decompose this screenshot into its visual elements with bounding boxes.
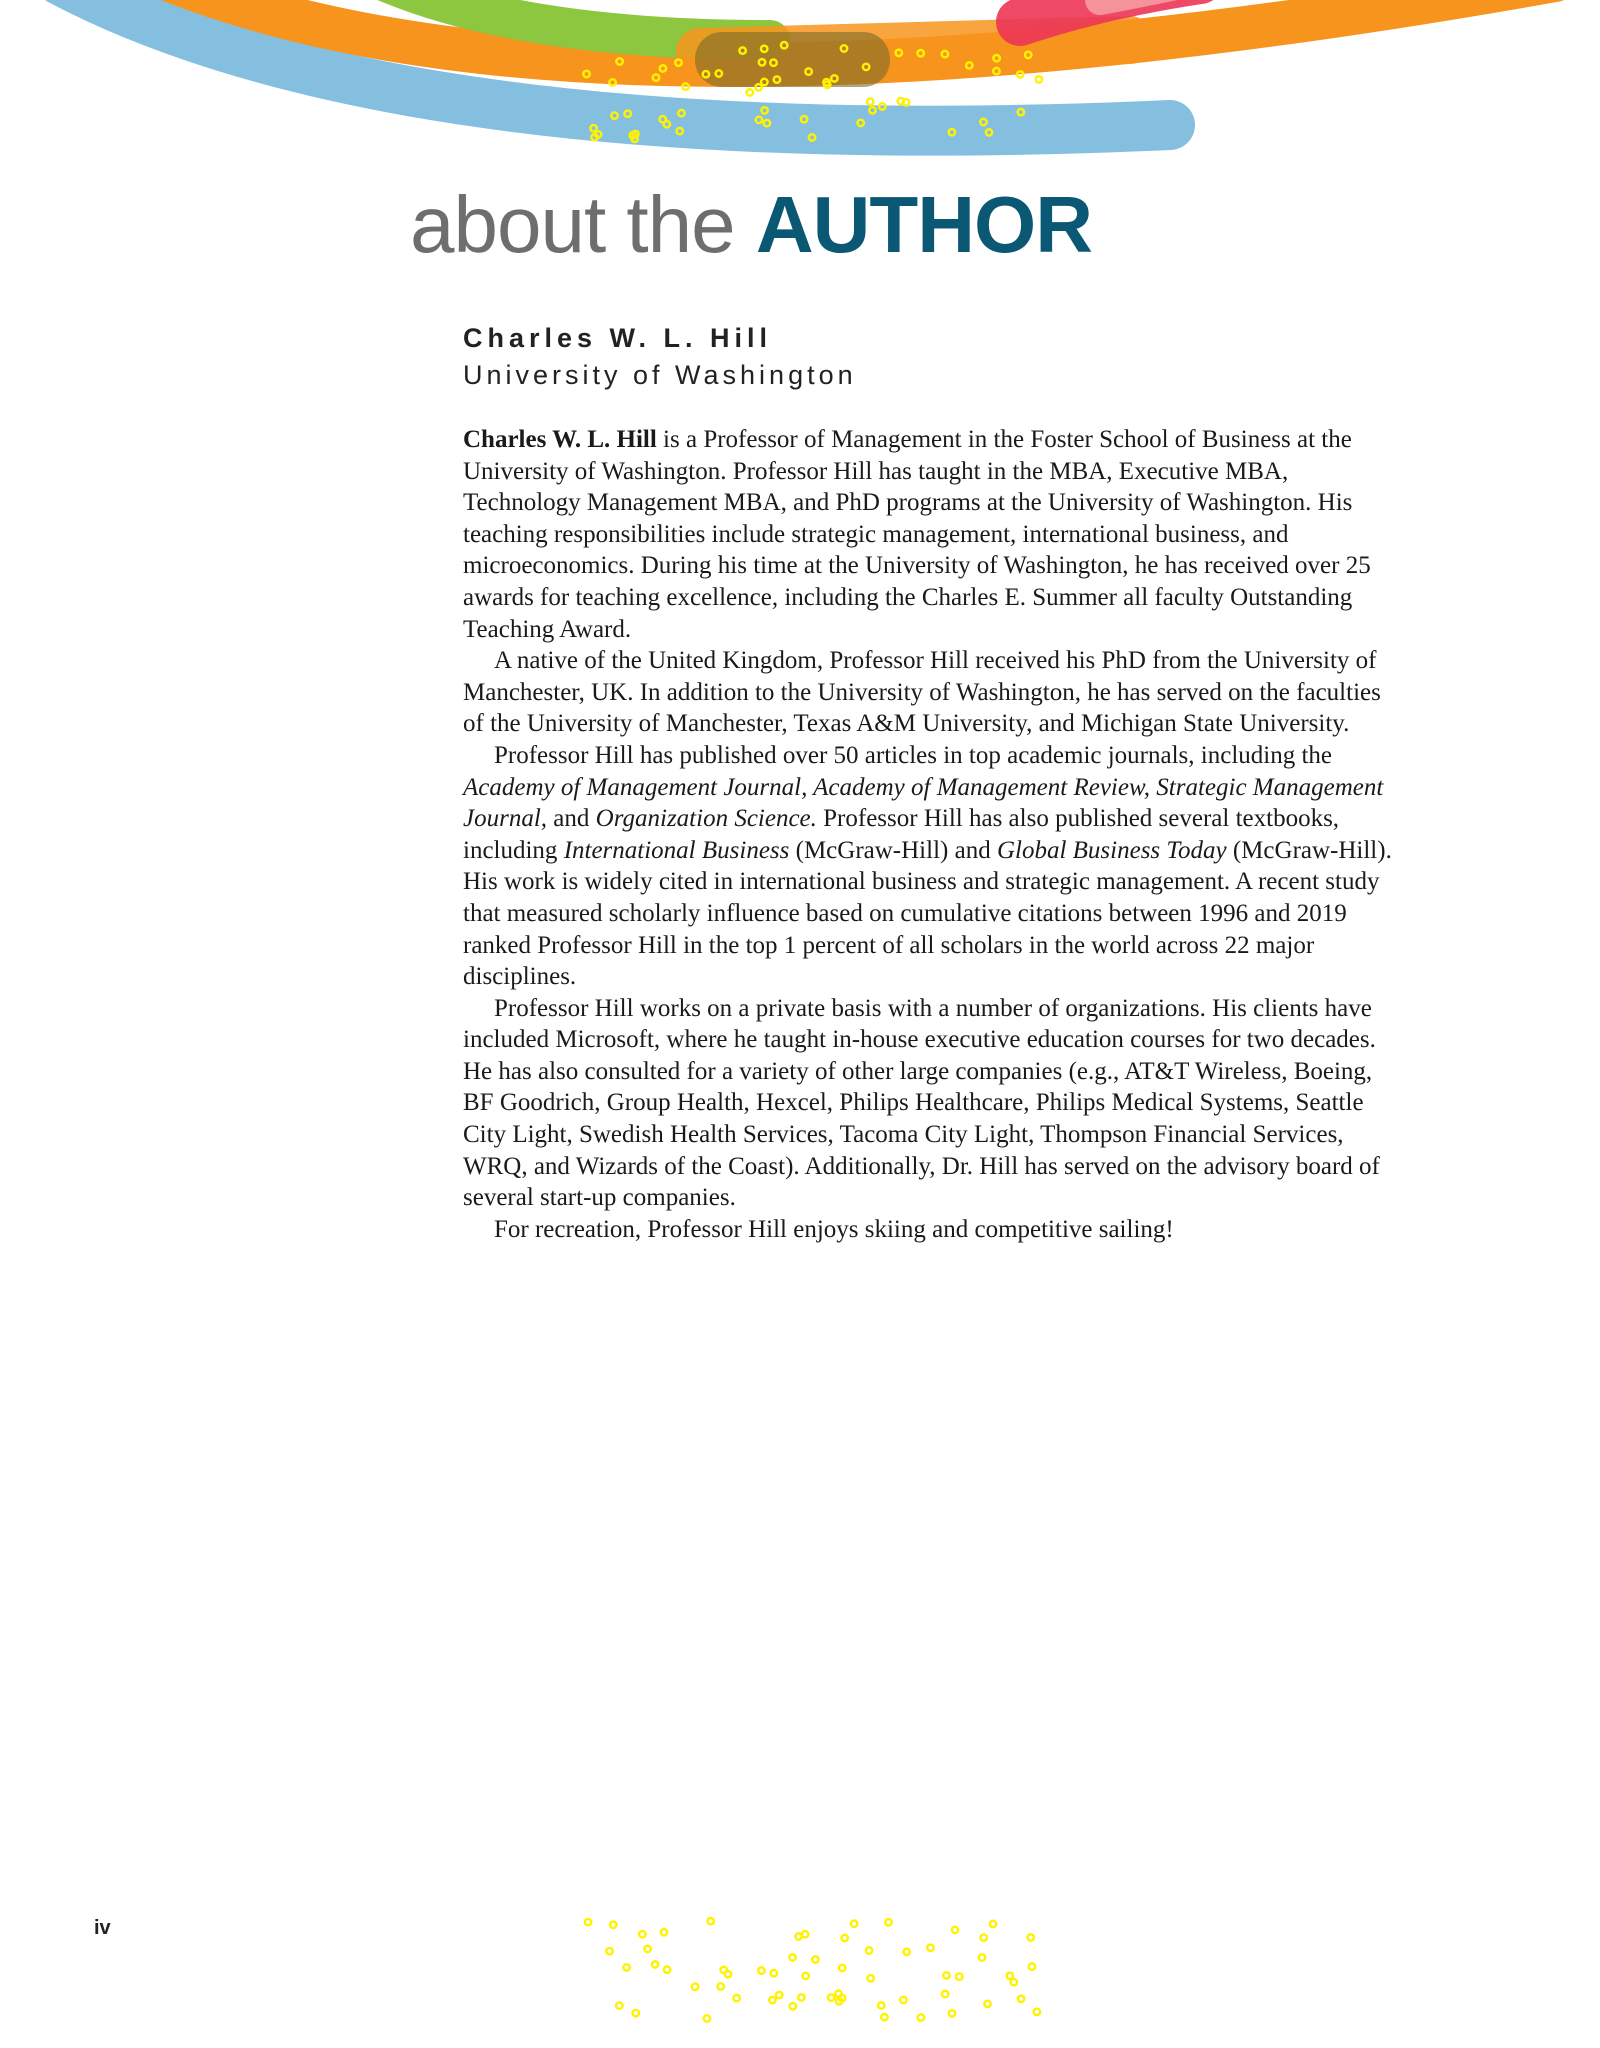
decorative-dot — [942, 1991, 948, 1997]
decorative-dot — [952, 1927, 958, 1933]
decorative-dot — [842, 1935, 848, 1941]
decorative-dot — [981, 1934, 987, 1940]
bio-p3-text-2: and — [547, 805, 596, 833]
decorative-dot — [789, 1954, 795, 1960]
decorative-dot — [718, 1983, 724, 1989]
bio-paragraph-3 — [463, 740, 1403, 993]
decorative-dot — [1028, 1934, 1034, 1940]
decorative-dot — [949, 2010, 955, 2016]
bio-p3-book-global-business-today: Global Business Today — [996, 836, 1227, 864]
dark-overlap-band — [695, 32, 890, 87]
bio-p3-text-1: Professor Hill has published over 50 articles in top academic journals, including the — [494, 741, 1333, 769]
bio-p3-text-5: (McGraw-Hill). His work is widely cited in international business and strategic management. A recent study that measured scholarly influence based on cumulative citations between 1996 and 2019 ranked Professor Hill in the top 1 percent of all scholars in the world across 22 major disciplines. — [463, 836, 1392, 991]
decorative-dot — [771, 1970, 777, 1976]
decorative-dot — [747, 89, 753, 95]
decorative-dot — [956, 1974, 962, 1980]
decorative-dot — [692, 1984, 698, 1990]
decorative-dot — [904, 1949, 910, 1955]
bio-paragraph-1-text: is a Professor of Management in the Foster School of Business at the University of Washington. Professor Hill has taught in the MBA, Executive MBA, Technology Management MBA, and PhD programs at the University of Washington. His teaching responsibilities include strategic management, international business, and microeconomics. During his time at the University of Washington, he has received over 25 awards for teaching excellence, including the Charles E. Summer all faculty Outstanding Teaching Award. — [463, 426, 1371, 643]
bio-paragraph-1 — [463, 424, 1403, 645]
decorative-dot — [927, 1945, 933, 1951]
bio-p3-book-international-business: International Business — [563, 836, 790, 864]
decorative-dot — [1034, 2009, 1040, 2015]
section-title — [410, 175, 1092, 275]
decorative-dot — [1029, 1963, 1035, 1969]
swoosh-arcs — [60, 0, 1555, 131]
decorative-dot — [979, 1954, 985, 1960]
decorative-dot — [776, 1992, 782, 1998]
author-bio — [463, 424, 1403, 1245]
bio-paragraph-5: For recreation, Professor Hill enjoys skiing and competitive sailing! — [494, 1215, 1174, 1243]
bio-p3-journal-org-science: Organization Science. — [595, 805, 817, 833]
decorative-swoosh-header — [0, 0, 1600, 190]
decorative-dot — [633, 2010, 639, 2016]
decorative-dot — [943, 1972, 949, 1978]
decorative-dot — [881, 2014, 887, 2020]
title-light: about the — [410, 180, 756, 269]
bio-lead-name: Charles W. L. Hill — [463, 426, 657, 453]
decorative-dot — [828, 1994, 834, 2000]
bio-p3-text-4: (McGraw-Hill) and — [789, 836, 997, 864]
decorative-dot — [652, 1961, 658, 1967]
decorative-dot — [984, 2001, 990, 2007]
decorative-dot — [639, 1931, 645, 1937]
decorative-dot — [708, 1918, 714, 1924]
bio-paragraph-2: A native of the United Kingdom, Professor Hill received his PhD from the University of Manchester, UK. In addition to the University of Washington, he has served on the faculties of the University of Manchester, Texas A&M University, and Michigan State University. — [463, 647, 1381, 738]
decorative-dot — [758, 1967, 764, 1973]
decorative-dot — [734, 1995, 740, 2001]
bio-p3-journals: Academy of Management Journal, Academy of Management Review, Strategic Management Journal, — [463, 773, 1384, 833]
decorative-dot — [585, 1919, 591, 1925]
decorative-dot — [898, 98, 904, 104]
decorative-dot — [851, 1921, 857, 1927]
page-number: iv — [94, 1917, 111, 1939]
decorative-dot — [644, 1946, 650, 1952]
decorative-dot — [664, 1967, 670, 1973]
decorative-dot — [867, 99, 873, 105]
decorative-dot — [867, 1975, 873, 1981]
decorative-dot — [1017, 71, 1023, 77]
decorative-dot — [661, 1929, 667, 1935]
author-affiliation: University of Washington — [463, 360, 857, 390]
decorative-dot — [885, 1919, 891, 1925]
decorative-dot — [1018, 1996, 1024, 2002]
decorative-dot — [769, 1997, 775, 2003]
decorative-dot — [866, 1947, 872, 1953]
decorative-dot — [839, 1965, 845, 1971]
decorative-dot — [610, 1922, 616, 1928]
bio-p3-text-3: Professor Hill has also published several textbooks, including — [463, 805, 1340, 864]
decorative-dot — [790, 2003, 796, 2009]
decorative-dot — [878, 2002, 884, 2008]
decorative-dot — [900, 1997, 906, 2003]
decorative-dot — [682, 83, 688, 89]
decorative-dot — [623, 1964, 629, 1970]
decorative-dot — [803, 1973, 809, 1979]
decorative-dot — [1036, 76, 1042, 82]
decorative-dot — [606, 1948, 612, 1954]
author-name: Charles W. L. Hill — [463, 323, 773, 353]
decorative-dot — [1007, 1973, 1013, 1979]
decorative-dot — [812, 1956, 818, 1962]
decorative-dot — [798, 1994, 804, 2000]
decorative-dot — [704, 2015, 710, 2021]
decorative-dot — [990, 1921, 996, 1927]
decorative-dot — [616, 2002, 622, 2008]
dot-pattern-bottom — [560, 1910, 1060, 2030]
decorative-dot — [802, 1931, 808, 1937]
decorative-dot — [918, 2014, 924, 2020]
decorative-dot — [755, 84, 761, 90]
decorative-dot — [725, 1971, 731, 1977]
bio-paragraph-4: Professor Hill works on a private basis with a number of organizations. His clients have included Microsoft, where he taught in-house executive education courses for two decades. He has also consulted for a variety of other large companies (e.g., AT&T Wireless, Boeing, BF Goodrich, Group Health, Hexcel, Philips Healthcare, Philips Medical Systems, Seattle City Light, Swedish Health Services, Tacoma City Light, Thompson Financial Services, WRQ, and Wizards of the Coast). Additionally, Dr. Hill has served on the advisory board of several start-up companies. — [463, 994, 1380, 1212]
title-emphasis: AUTHOR — [755, 180, 1093, 269]
